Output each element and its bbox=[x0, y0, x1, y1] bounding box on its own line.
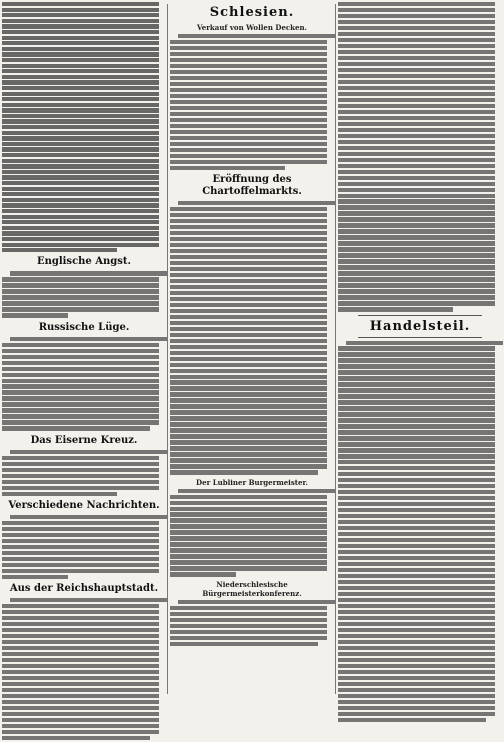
headline-schlesien: Schlesien. bbox=[209, 5, 295, 20]
article-body bbox=[170, 600, 334, 646]
subhead-verkauf: Verkauf von Wollen Decken. bbox=[197, 23, 307, 32]
column-right bbox=[338, 2, 502, 724]
headline-eiserne-kreuz: Das Eiserne Kreuz. bbox=[30, 434, 138, 446]
column-rule bbox=[167, 4, 168, 694]
article-body bbox=[338, 2, 502, 312]
headline-verschiedene: Verschiedene Nachrichten. bbox=[8, 499, 160, 511]
headline-englische-angst: Englische Angst. bbox=[36, 256, 132, 268]
headline-reichshauptstadt: Aus der Reichshauptstadt. bbox=[9, 583, 159, 594]
subhead-lubliner: Der Lubliner Burgermeister. bbox=[196, 477, 308, 487]
headline-chartoffelmarkt: Eröffnung des Chartoffelmarkts. bbox=[202, 173, 302, 197]
list-block bbox=[2, 2, 166, 252]
article-body bbox=[2, 337, 166, 431]
headline-russische-luege: Russische Lüge. bbox=[38, 321, 130, 333]
subhead-niederschlesisch: Niederschlesische Bürgermeisterkonferenz. bbox=[202, 579, 302, 598]
article-body bbox=[170, 201, 334, 475]
column-left bbox=[2, 2, 166, 742]
section-divider bbox=[358, 315, 482, 316]
article-body bbox=[2, 598, 166, 740]
article-body bbox=[170, 489, 334, 577]
column-middle bbox=[170, 2, 334, 648]
headline-handelsteil: Handelsteil. bbox=[369, 318, 471, 334]
article-body bbox=[170, 34, 334, 170]
column-rule bbox=[335, 4, 336, 694]
section-divider bbox=[358, 337, 482, 338]
article-body bbox=[2, 271, 166, 317]
article-body bbox=[2, 450, 166, 496]
article-body bbox=[2, 515, 166, 579]
article-body bbox=[338, 341, 502, 722]
